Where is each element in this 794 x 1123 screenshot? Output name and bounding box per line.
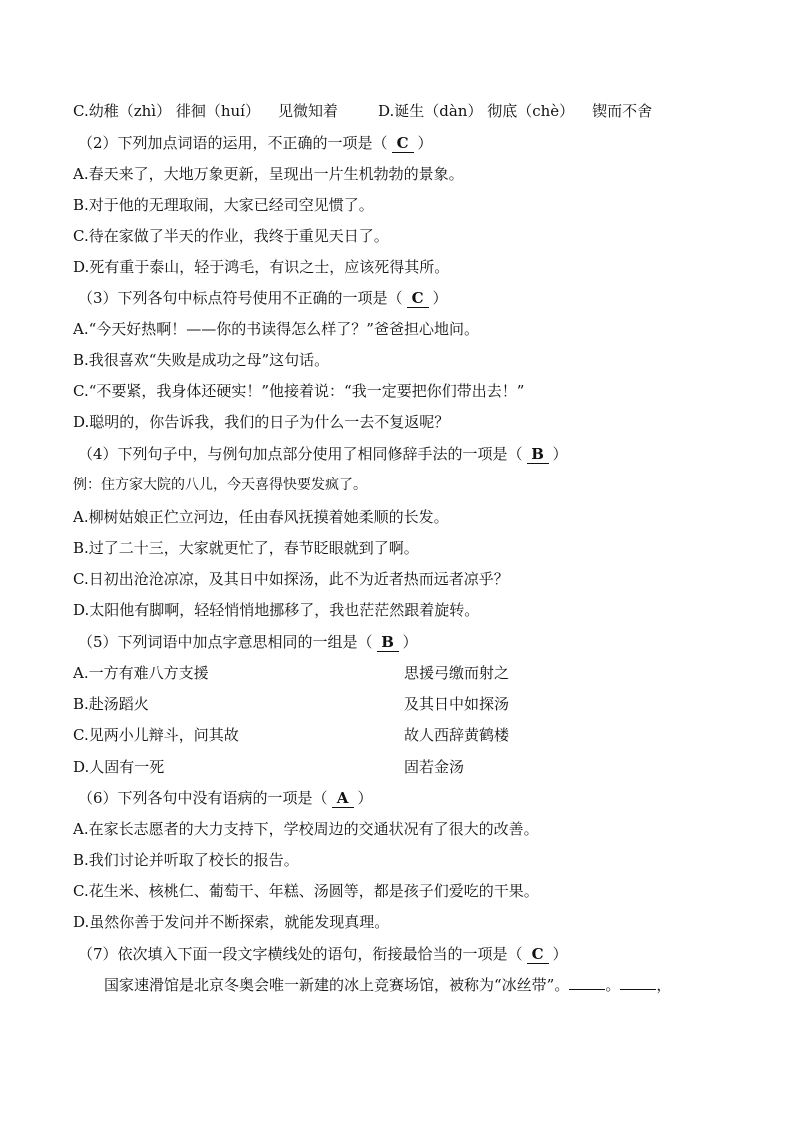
q7-passage: 国家速滑馆是北京冬奥会唯一新建的冰上竞赛场馆，被称为“冰丝带”。 。 ， bbox=[104, 976, 672, 994]
q1-options-cd bbox=[73, 101, 652, 121]
q5-pair-c-right: 故人西辞黄鹤楼 bbox=[404, 726, 510, 744]
q3-option-b: B.我很喜欢“失败是成功之母”这句话。 bbox=[73, 351, 330, 369]
q5-pair-a-left: A.一方有难八方支援 bbox=[73, 664, 209, 682]
q7-blank-2 bbox=[620, 975, 656, 990]
q2-answer: C bbox=[392, 135, 414, 153]
q5-pair-b-left: B.赴汤蹈火 bbox=[73, 695, 149, 713]
q5-pair-c-left: C.见两小儿辩斗，问其故 bbox=[73, 726, 239, 744]
q3-option-a: A.“今天好热啊！——你的书读得怎么样了？”爸爸担心地问。 bbox=[73, 320, 479, 338]
q5-stem: （5）下列词语中加点字意思相同的一组是（ B ） bbox=[78, 633, 418, 651]
q6-answer: A bbox=[332, 790, 354, 808]
q7-answer: C bbox=[527, 946, 549, 964]
q3-option-c: C.“不要紧，我身体还硬实！”他接着说：“我一定要把你们带出去！” bbox=[73, 382, 525, 400]
q2-option-b: B.对于他的无理取闹，大家已经司空见惯了。 bbox=[73, 196, 374, 214]
q1-option-c-word: 见微知着 bbox=[277, 102, 338, 120]
q5-pair-a-right: 思援弓缴而射之 bbox=[404, 664, 510, 682]
q6-option-d: D.虽然你善于发问并不断探索，就能发现真理。 bbox=[73, 913, 390, 931]
q2-option-d: D.死有重于泰山，轻于鸿毛，有识之士，应该死得其所。 bbox=[73, 258, 450, 276]
q4-option-b: B.过了二十三，大家就更忙了，春节眨眼就到了啊。 bbox=[73, 539, 419, 557]
q6-stem: （6）下列各句中没有语病的一项是（ A ） bbox=[78, 789, 373, 807]
q4-answer: B bbox=[527, 446, 549, 464]
q3-answer: C bbox=[407, 290, 429, 308]
q2-option-a: A.春天来了，大地万象更新，呈现出一片生机勃勃的景象。 bbox=[73, 165, 464, 183]
q4-stem: （4）下列句子中，与例句加点部分使用了相同修辞手法的一项是（ B ） bbox=[78, 445, 568, 463]
q6-option-b: B.我们讨论并听取了校长的报告。 bbox=[73, 851, 299, 869]
q5-answer: B bbox=[377, 634, 399, 652]
q1-option-d: D.诞生（dàn） 彻底（chè） bbox=[377, 102, 575, 120]
q3-stem: （3）下列各句中标点符号使用不正确的一项是（ C ） bbox=[78, 289, 448, 307]
q4-example: 例：住方家大院的八儿，今天喜得快要发疯了。 bbox=[73, 477, 367, 493]
q5-pair-d-left: D.人固有一死 bbox=[73, 758, 165, 776]
q6-option-c: C.花生米、核桃仁、葡萄干、年糕、汤圆等，都是孩子们爱吃的干果。 bbox=[73, 882, 539, 900]
q7-blank-1 bbox=[569, 975, 605, 990]
q4-option-a: A.柳树姑娘正伫立河边，任由春风抚摸着她柔顺的长发。 bbox=[73, 508, 449, 526]
q5-pair-d-right: 固若金汤 bbox=[404, 758, 465, 776]
q3-option-d: D.聪明的，你告诉我，我们的日子为什么一去不复返呢？ bbox=[73, 413, 450, 431]
q1-option-d-word: 锲而不舍 bbox=[592, 102, 653, 120]
q5-pair-b-right: 及其日中如探汤 bbox=[404, 695, 510, 713]
q4-option-c: C.日初出沧沧凉凉，及其日中如探汤，此不为近者热而远者凉乎？ bbox=[73, 570, 509, 588]
q2-option-c: C.待在家做了半天的作业，我终于重见天日了。 bbox=[73, 227, 389, 245]
q4-option-d: D.太阳他有脚啊，轻轻悄悄地挪移了，我也茫茫然跟着旋转。 bbox=[73, 601, 480, 619]
q1-option-c: C.幼稚（zhì） 徘徊（huí） bbox=[73, 102, 260, 120]
q6-option-a: A.在家长志愿者的大力支持下，学校周边的交通状况有了很大的改善。 bbox=[73, 820, 539, 838]
q2-stem: （2）下列加点词语的运用，不正确的一项是（ C ） bbox=[78, 134, 433, 152]
q7-stem: （7）依次填入下面一段文字横线处的语句，衔接最恰当的一项是（ C ） bbox=[78, 945, 568, 963]
